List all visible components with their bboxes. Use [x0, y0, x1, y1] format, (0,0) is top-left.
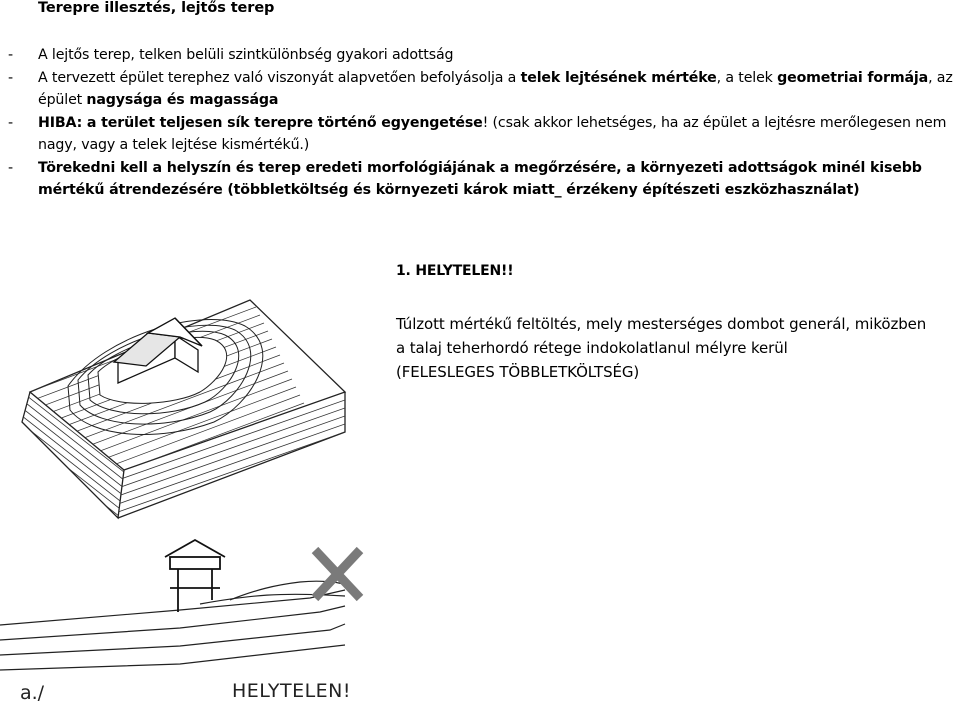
explanation-text [396, 312, 956, 384]
bullet-item [0, 44, 960, 67]
page-title: Terepre illesztés, lejtős terep [38, 0, 275, 16]
bullet-text: HIBA: a terület teljesen sík terepre történő egyengetése [38, 114, 483, 131]
bullet-text: A tervezett épület terephez való viszonyát alapvetően befolyásolja a [38, 69, 521, 86]
verdict-label: 1. HELYTELEN!! [396, 263, 514, 279]
bullet-text: Törekedni kell a helyszín és terep eredeti morfológiájának a megőrzésére, a környezeti adottságok minél kisebb mértékű átrendezésére (többletköltség és környezeti károk miatt_ érzékeny építészeti eszközhasználat) [38, 159, 922, 198]
bullet-text: , az épület [38, 69, 953, 108]
bullet-text: ! (csak akkor lehetséges, ha az épület a lejtésre merőlegesen nem nagy, vagy a telek lejtése kismértékű.) [38, 114, 947, 153]
bullet-item [0, 157, 960, 202]
bullet-item [0, 112, 960, 157]
bullet-text: geometriai formája [777, 69, 929, 86]
bullet-text: A lejtős terep, telken belüli szintkülönbség gyakori adottság [38, 47, 454, 63]
bullet-dash: - [8, 114, 13, 131]
bullet-dash: - [8, 69, 13, 86]
explanation-line-1: Túlzott mértékű feltöltés, mely mesterséges dombot generál, miközben [396, 315, 927, 333]
side-hatching [22, 392, 124, 520]
bullet-item [0, 67, 960, 112]
bullet-dash: - [8, 159, 13, 176]
figure-label: a./ [20, 682, 45, 704]
bullet-text: nagysága és magassága [86, 92, 279, 108]
explanation-line-2: a talaj teherhordó rétege indokolatlanul mélyre kerül [396, 339, 788, 357]
explanation-line-3: (FELESLEGES TÖBBLETKÖLTSÉG) [396, 363, 640, 381]
cross-icon [315, 550, 360, 598]
bullet-list [0, 44, 960, 202]
section-diagram [0, 581, 345, 670]
bullet-text: telek lejtésének mértéke [520, 69, 717, 86]
figure-wrong-label: HELYTELEN! [232, 680, 351, 702]
bullet-text: , a telek [716, 69, 778, 86]
terrain-illustration [0, 290, 400, 680]
bullet-dash: - [8, 47, 13, 63]
